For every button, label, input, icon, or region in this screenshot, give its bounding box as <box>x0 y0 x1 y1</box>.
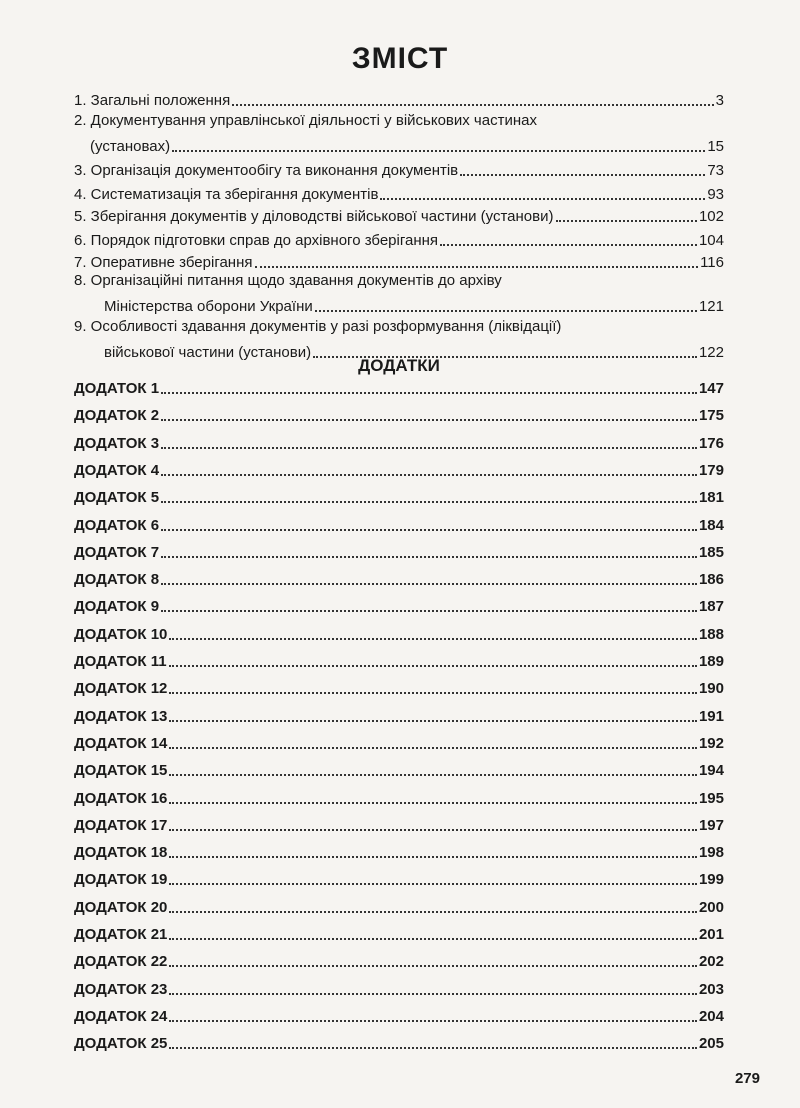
dot-leader <box>169 992 697 995</box>
dot-leader <box>161 446 697 449</box>
dot-leader <box>460 173 705 176</box>
appendix-label: ДОДАТОК 13 <box>74 707 168 725</box>
appendix-entry <box>74 758 724 780</box>
appendix-page: 186 <box>698 571 724 589</box>
appendix-label: ДОДАТОК 12 <box>74 680 168 698</box>
toc-entry <box>74 88 724 110</box>
appendix-label: ДОДАТОК 5 <box>74 489 160 507</box>
appendix-entry <box>74 513 724 535</box>
toc-entry-title: Міністерства оборони України <box>104 298 313 315</box>
toc-entry-title: 6. Порядок підготовки справ до архівного зберігання <box>74 232 439 249</box>
appendix-page: 192 <box>698 734 724 752</box>
toc-entry-title: військової частини (установи) <box>104 344 312 361</box>
appendix-page: 188 <box>698 625 724 643</box>
appendix-page: 194 <box>698 762 724 780</box>
toc-entry <box>74 182 724 204</box>
appendix-entry <box>74 485 724 507</box>
page-title: ЗМІСТ <box>351 42 449 75</box>
toc-entry-page: 3 <box>715 92 724 109</box>
toc-entry <box>74 228 724 250</box>
appendix-entry <box>74 704 724 726</box>
appendix-page: 190 <box>698 680 724 698</box>
appendix-page: 204 <box>698 1007 724 1025</box>
dot-leader <box>169 1046 697 1049</box>
appendix-page: 175 <box>698 407 724 425</box>
appendix-entry <box>74 403 724 425</box>
toc-entry <box>74 294 724 316</box>
dot-leader <box>169 910 697 913</box>
toc-entry-page: 104 <box>698 232 724 249</box>
dot-leader <box>161 418 697 421</box>
appendix-entry <box>74 540 724 562</box>
appendix-heading: ДОДАТКИ <box>358 356 440 375</box>
dot-leader <box>161 391 697 394</box>
appendix-page: 185 <box>698 543 724 561</box>
toc-entry-page: 15 <box>707 138 724 155</box>
toc-entry-page: 93 <box>707 186 724 203</box>
dot-leader <box>169 773 697 776</box>
toc-entry <box>74 204 724 226</box>
appendix-page: 201 <box>698 926 724 943</box>
dot-leader <box>161 473 697 476</box>
appendix-entry <box>74 922 724 944</box>
appendix-label: ДОДАТОК 8 <box>74 571 160 589</box>
appendix-label: ДОДАТОК 24 <box>74 1007 168 1025</box>
dot-leader <box>169 882 697 885</box>
appendix-entry <box>74 813 724 835</box>
appendix-page: 184 <box>698 516 724 534</box>
toc-entry <box>74 158 724 180</box>
appendix-page: 197 <box>698 816 724 834</box>
dot-leader <box>169 746 697 749</box>
appendix-entry <box>74 458 724 480</box>
appendix-label: ДОДАТОК 18 <box>74 844 168 862</box>
dot-leader <box>440 243 697 246</box>
appendix-label: ДОДАТОК 16 <box>74 789 168 807</box>
dot-leader <box>169 637 697 640</box>
dot-leader <box>255 265 699 268</box>
appendix-entry <box>74 676 724 698</box>
appendix-entry <box>74 431 724 453</box>
appendix-entry <box>74 786 724 808</box>
dot-leader <box>172 149 705 152</box>
toc-entry-page: 102 <box>698 208 724 225</box>
appendix-page: 199 <box>698 871 724 889</box>
appendix-page: 189 <box>698 653 724 670</box>
appendix-label: ДОДАТОК 23 <box>74 980 168 998</box>
dot-leader <box>161 500 697 503</box>
dot-leader <box>169 828 697 831</box>
appendix-entry <box>74 840 724 862</box>
appendix-entry <box>74 567 724 589</box>
dot-leader <box>556 219 697 222</box>
toc-entry-page: 122 <box>698 344 724 361</box>
appendix-label: ДОДАТОК 20 <box>74 898 168 916</box>
appendix-page: 200 <box>698 898 724 916</box>
dot-leader <box>169 801 697 804</box>
appendix-page: 202 <box>698 953 724 971</box>
appendix-page: 205 <box>698 1035 724 1053</box>
appendix-label: ДОДАТОК 9 <box>74 598 160 616</box>
dot-leader <box>161 555 697 558</box>
dot-leader <box>169 964 697 967</box>
appendix-page: 179 <box>698 461 724 479</box>
appendix-entry <box>74 867 724 889</box>
appendix-label: ДОДАТОК 19 <box>74 871 168 889</box>
dot-leader <box>315 309 697 312</box>
appendix-entry <box>74 622 724 644</box>
dot-leader <box>169 937 697 940</box>
appendix-label: ДОДАТОК 3 <box>74 434 160 452</box>
appendix-label: ДОДАТОК 11 <box>74 653 167 670</box>
appendix-page: 187 <box>698 598 724 616</box>
dot-leader <box>161 609 697 612</box>
toc-entry-title: 1. Загальні положення <box>74 92 231 109</box>
appendix-page: 195 <box>698 789 724 807</box>
toc-entry-title: 3. Організація документообігу та виконання документів <box>74 162 459 179</box>
appendix-label: ДОДАТОК 7 <box>74 543 160 561</box>
appendix-entry <box>74 949 724 971</box>
appendix-label: ДОДАТОК 22 <box>74 953 168 971</box>
appendix-entry <box>74 649 724 671</box>
appendix-label: ДОДАТОК 1 <box>74 380 160 397</box>
toc-entry-title: (установах) <box>90 138 171 155</box>
appendix-entry <box>74 895 724 917</box>
appendix-label: ДОДАТОК 21 <box>74 926 168 943</box>
appendix-page: 176 <box>698 434 724 452</box>
appendix-entry <box>74 977 724 999</box>
dot-leader <box>169 855 697 858</box>
dot-leader <box>380 197 705 200</box>
appendix-label: ДОДАТОК 10 <box>74 625 168 643</box>
toc-entry-page: 121 <box>698 298 724 315</box>
toc-entry <box>74 250 724 272</box>
page-number: 279 <box>734 1070 760 1087</box>
toc-entry-page: 116 <box>700 254 724 271</box>
appendix-label: ДОДАТОК 6 <box>74 516 160 534</box>
appendix-label: ДОДАТОК 25 <box>74 1035 168 1053</box>
dot-leader <box>169 719 697 722</box>
toc-entry-line: 8. Організаційні питання щодо здавання документів до архіву <box>74 272 502 289</box>
toc-entry-line: 2. Документування управлінської діяльності у військових частинах <box>74 112 537 129</box>
dot-leader <box>169 1019 697 1022</box>
dot-leader <box>161 582 697 585</box>
appendix-entry <box>74 731 724 753</box>
appendix-entry <box>74 1004 724 1026</box>
appendix-label: ДОДАТОК 14 <box>74 734 168 752</box>
appendix-label: ДОДАТОК 15 <box>74 762 168 780</box>
dot-leader <box>161 528 697 531</box>
appendix-page: 191 <box>698 707 724 725</box>
appendix-entry <box>74 376 724 398</box>
appendix-page: 181 <box>698 489 724 507</box>
toc-entry-title: 4. Систематизація та зберігання документів <box>74 186 379 203</box>
appendix-label: ДОДАТОК 2 <box>74 407 160 425</box>
toc-entry-title: 7. Оперативне зберігання <box>74 254 253 271</box>
dot-leader <box>169 691 697 694</box>
appendix-entry <box>74 1031 724 1053</box>
appendix-entry <box>74 594 724 616</box>
appendix-label: ДОДАТОК 17 <box>74 816 168 834</box>
toc-entry <box>74 134 724 156</box>
toc-entry-line: 9. Особливості здавання документів у разі розформування (ліквідації) <box>74 318 562 335</box>
appendix-page: 147 <box>698 380 724 397</box>
dot-leader <box>232 103 713 106</box>
appendix-page: 198 <box>698 844 724 862</box>
appendix-page: 203 <box>698 980 724 998</box>
toc-entry-page: 73 <box>707 162 724 179</box>
dot-leader <box>169 664 697 667</box>
appendix-label: ДОДАТОК 4 <box>74 461 160 479</box>
toc-entry-title: 5. Зберігання документів у діловодстві військової частини (установи) <box>74 208 554 225</box>
